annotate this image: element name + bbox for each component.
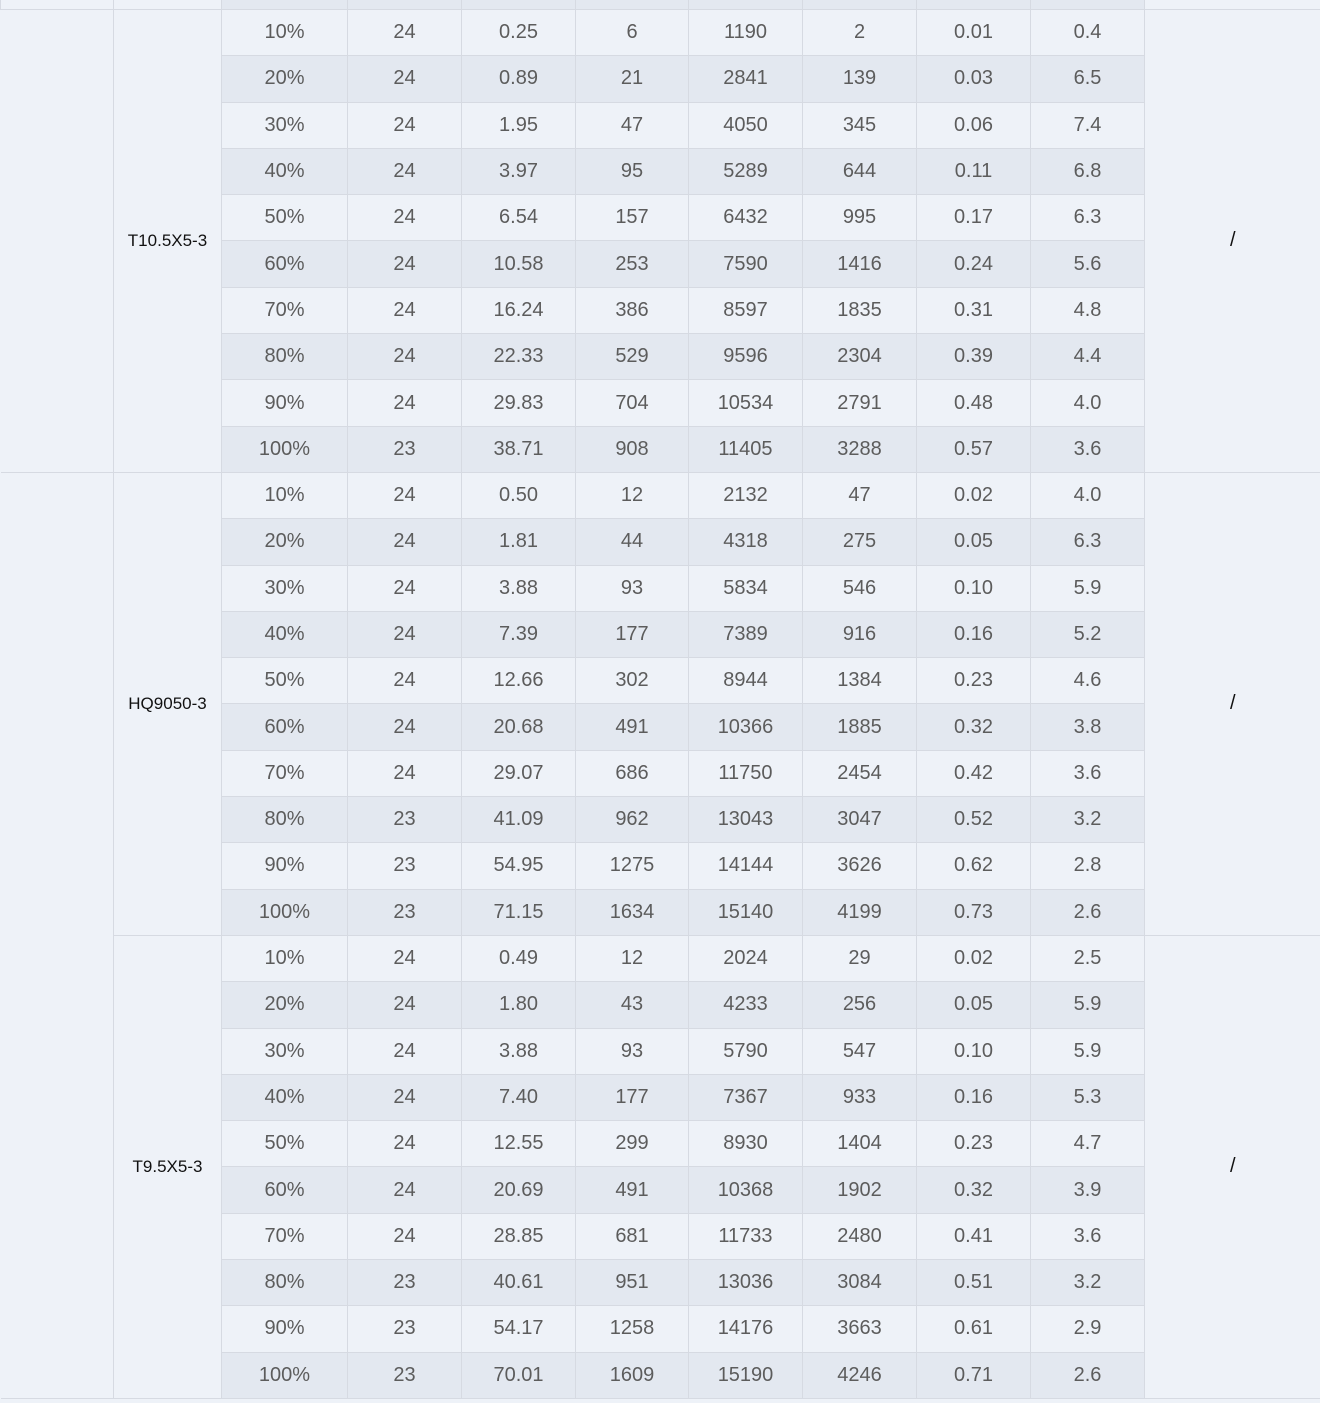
data-cell: 0.62 [917,843,1031,889]
data-cell: 24 [348,750,462,796]
data-cell: 1404 [803,1121,917,1167]
data-cell: 3663 [803,1306,917,1352]
data-cell: 4.0 [1031,472,1145,518]
data-cell: 4.0 [1031,380,1145,426]
header-cell [462,0,576,10]
data-cell: 5.9 [1031,1028,1145,1074]
data-cell: 4.4 [1031,334,1145,380]
data-cell: 0.10 [917,565,1031,611]
header-cell [348,0,462,10]
data-cell: 644 [803,148,917,194]
data-cell: 6.8 [1031,148,1145,194]
data-cell: 0.23 [917,658,1031,704]
data-cell: 5.2 [1031,611,1145,657]
data-cell: 4233 [689,982,803,1028]
data-cell: 6.5 [1031,56,1145,102]
data-cell: 23 [348,1352,462,1398]
data-cell: 20.68 [462,704,576,750]
data-cell: 5.3 [1031,1074,1145,1120]
data-cell: 23 [348,843,462,889]
data-cell: 1609 [576,1352,689,1398]
data-cell: 0.57 [917,426,1031,472]
data-cell: 491 [576,704,689,750]
data-cell: 6 [576,10,689,56]
data-cell: 29 [803,935,917,981]
data-cell: 2454 [803,750,917,796]
data-cell: 0.49 [462,935,576,981]
data-cell: 47 [576,102,689,148]
data-cell: 1275 [576,843,689,889]
data-cell: 54.17 [462,1306,576,1352]
data-cell: 3.6 [1031,1213,1145,1259]
data-cell: 0.01 [917,10,1031,56]
data-cell: 23 [348,889,462,935]
data-cell: 24 [348,704,462,750]
data-cell: 54.95 [462,843,576,889]
data-cell: 256 [803,982,917,1028]
data-cell: 13036 [689,1260,803,1306]
data-cell: 2.8 [1031,843,1145,889]
data-cell: 44 [576,519,689,565]
data-cell: 10368 [689,1167,803,1213]
data-cell: 0.06 [917,102,1031,148]
data-cell: 0.02 [917,472,1031,518]
blank-cell [1,472,114,1398]
data-cell: 60% [222,241,348,287]
data-cell: 2.9 [1031,1306,1145,1352]
data-cell: 14176 [689,1306,803,1352]
data-cell: 70% [222,750,348,796]
data-cell: 7.4 [1031,102,1145,148]
data-cell: 24 [348,519,462,565]
model-cell: T9.5X5-3 [114,935,222,1398]
data-cell: 24 [348,148,462,194]
data-cell: 491 [576,1167,689,1213]
data-cell: 5289 [689,148,803,194]
data-cell: 7367 [689,1074,803,1120]
data-cell: 80% [222,1260,348,1306]
data-cell: 23 [348,426,462,472]
data-cell: 933 [803,1074,917,1120]
data-cell: 345 [803,102,917,148]
data-cell: 21 [576,56,689,102]
header-cell [576,0,689,10]
data-cell: 1.81 [462,519,576,565]
data-cell: 93 [576,1028,689,1074]
data-cell: 24 [348,611,462,657]
data-cell: 1258 [576,1306,689,1352]
data-cell: 916 [803,611,917,657]
header-cell [803,0,917,10]
data-cell: 24 [348,658,462,704]
data-cell: 681 [576,1213,689,1259]
data-cell: 0.16 [917,1074,1031,1120]
data-cell: 1.95 [462,102,576,148]
data-cell: 50% [222,1121,348,1167]
data-cell: 24 [348,1121,462,1167]
data-cell: 30% [222,1028,348,1074]
data-cell: 2304 [803,334,917,380]
data-cell: 6.3 [1031,519,1145,565]
data-cell: 24 [348,56,462,102]
data-cell: 0.51 [917,1260,1031,1306]
data-cell: 100% [222,889,348,935]
data-cell: 908 [576,426,689,472]
header-cell [1,0,114,10]
data-cell: 995 [803,195,917,241]
data-cell: 3.88 [462,565,576,611]
data-cell: 9596 [689,334,803,380]
data-cell: 24 [348,380,462,426]
data-cell: 0.42 [917,750,1031,796]
data-cell: 0.32 [917,1167,1031,1213]
data-cell: 22.33 [462,334,576,380]
data-cell: 24 [348,334,462,380]
data-cell: 4050 [689,102,803,148]
data-cell: 2791 [803,380,917,426]
data-cell: 0.73 [917,889,1031,935]
data-cell: 5790 [689,1028,803,1074]
data-cell: 5.9 [1031,982,1145,1028]
note-cell: / [1145,472,1320,935]
data-cell: 0.61 [917,1306,1031,1352]
header-cell [917,0,1031,10]
data-cell: 90% [222,843,348,889]
data-cell: 0.05 [917,519,1031,565]
data-cell: 299 [576,1121,689,1167]
data-cell: 177 [576,1074,689,1120]
table-row [1,935,1320,981]
data-cell: 2 [803,10,917,56]
data-cell: 157 [576,195,689,241]
data-cell: 14144 [689,843,803,889]
data-cell: 10% [222,472,348,518]
note-cell: / [1145,10,1320,473]
data-cell: 546 [803,565,917,611]
data-cell: 70% [222,1213,348,1259]
data-cell: 80% [222,797,348,843]
data-cell: 0.41 [917,1213,1031,1259]
data-cell: 43 [576,982,689,1028]
data-cell: 4246 [803,1352,917,1398]
data-cell: 0.32 [917,704,1031,750]
model-cell: HQ9050-3 [114,472,222,935]
data-cell: 95 [576,148,689,194]
data-cell: 24 [348,1213,462,1259]
data-cell: 23 [348,1260,462,1306]
data-cell: 4318 [689,519,803,565]
data-cell: 71.15 [462,889,576,935]
data-cell: 5834 [689,565,803,611]
data-cell: 24 [348,287,462,333]
data-cell: 10366 [689,704,803,750]
data-cell: 0.11 [917,148,1031,194]
data-cell: 29.83 [462,380,576,426]
data-cell: 962 [576,797,689,843]
data-cell: 10534 [689,380,803,426]
data-cell: 547 [803,1028,917,1074]
data-cell: 24 [348,1167,462,1213]
data-cell: 41.09 [462,797,576,843]
data-cell: 11750 [689,750,803,796]
data-cell: 302 [576,658,689,704]
data-cell: 4.8 [1031,287,1145,333]
data-cell: 0.71 [917,1352,1031,1398]
data-cell: 40% [222,148,348,194]
data-cell: 80% [222,334,348,380]
data-cell: 40% [222,611,348,657]
data-cell: 3.6 [1031,426,1145,472]
data-cell: 7.40 [462,1074,576,1120]
data-cell: 24 [348,195,462,241]
data-cell: 24 [348,982,462,1028]
data-cell: 28.85 [462,1213,576,1259]
data-cell: 60% [222,704,348,750]
data-cell: 0.03 [917,56,1031,102]
data-cell: 12 [576,935,689,981]
data-cell: 11733 [689,1213,803,1259]
data-cell: 50% [222,195,348,241]
data-cell: 5.9 [1031,565,1145,611]
table-row [1,472,1320,518]
data-cell: 0.23 [917,1121,1031,1167]
data-cell: 93 [576,565,689,611]
data-cell: 40.61 [462,1260,576,1306]
note-cell: / [1145,935,1320,1398]
data-cell: 24 [348,1074,462,1120]
data-cell: 11405 [689,426,803,472]
data-cell: 1835 [803,287,917,333]
data-cell: 0.48 [917,380,1031,426]
data-cell: 13043 [689,797,803,843]
header-cell [1145,0,1320,10]
blank-cell [1,10,114,473]
data-cell: 15190 [689,1352,803,1398]
data-cell: 3.8 [1031,704,1145,750]
data-cell: 70.01 [462,1352,576,1398]
data-cell: 0.25 [462,10,576,56]
data-cell: 1634 [576,889,689,935]
data-cell: 20% [222,982,348,1028]
data-cell: 10.58 [462,241,576,287]
data-cell: 2.6 [1031,1352,1145,1398]
data-cell: 253 [576,241,689,287]
data-cell: 3.2 [1031,1260,1145,1306]
data-cell: 38.71 [462,426,576,472]
data-cell: 24 [348,935,462,981]
data-cell: 10% [222,935,348,981]
data-cell: 24 [348,1028,462,1074]
data-cell: 1885 [803,704,917,750]
data-cell: 2841 [689,56,803,102]
data-cell: 0.24 [917,241,1031,287]
data-cell: 20% [222,56,348,102]
data-cell: 1902 [803,1167,917,1213]
table-row [1,10,1320,56]
data-cell: 23 [348,797,462,843]
data-cell: 2.5 [1031,935,1145,981]
data-cell: 30% [222,102,348,148]
data-cell: 12.55 [462,1121,576,1167]
header-cell [114,0,222,10]
data-cell: 2024 [689,935,803,981]
data-cell: 20% [222,519,348,565]
data-cell: 2480 [803,1213,917,1259]
data-cell: 0.05 [917,982,1031,1028]
data-cell: 177 [576,611,689,657]
data-cell: 2132 [689,472,803,518]
data-cell: 4.6 [1031,658,1145,704]
data-cell: 275 [803,519,917,565]
data-cell: 24 [348,102,462,148]
data-cell: 0.10 [917,1028,1031,1074]
data-cell: 3.97 [462,148,576,194]
data-cell: 10% [222,10,348,56]
data-cell: 24 [348,241,462,287]
data-cell: 4199 [803,889,917,935]
header-cell [689,0,803,10]
data-cell: 3.88 [462,1028,576,1074]
data-cell: 16.24 [462,287,576,333]
data-cell: 47 [803,472,917,518]
data-cell: 1384 [803,658,917,704]
data-cell: 8930 [689,1121,803,1167]
data-cell: 29.07 [462,750,576,796]
data-cell: 24 [348,10,462,56]
data-cell: 3.6 [1031,750,1145,796]
data-cell: 0.31 [917,287,1031,333]
data-cell: 12.66 [462,658,576,704]
data-cell: 1190 [689,10,803,56]
data-cell: 0.17 [917,195,1031,241]
data-cell: 3.9 [1031,1167,1145,1213]
data-cell: 23 [348,1306,462,1352]
data-cell: 704 [576,380,689,426]
data-cell: 4.7 [1031,1121,1145,1167]
data-cell: 30% [222,565,348,611]
data-cell: 0.4 [1031,10,1145,56]
header-cell [222,0,348,10]
data-cell: 951 [576,1260,689,1306]
data-cell: 5.6 [1031,241,1145,287]
data-cell: 529 [576,334,689,380]
data-cell: 100% [222,1352,348,1398]
data-cell: 100% [222,426,348,472]
data-cell: 386 [576,287,689,333]
data-cell: 686 [576,750,689,796]
data-cell: 0.89 [462,56,576,102]
data-cell: 8597 [689,287,803,333]
data-cell: 0.16 [917,611,1031,657]
data-cell: 3626 [803,843,917,889]
data-cell: 3.2 [1031,797,1145,843]
data-cell: 1.80 [462,982,576,1028]
header-row-stub [1,0,1320,10]
data-cell: 3047 [803,797,917,843]
data-cell: 6.54 [462,195,576,241]
data-cell: 15140 [689,889,803,935]
data-cell: 7389 [689,611,803,657]
data-cell: 12 [576,472,689,518]
data-cell: 6.3 [1031,195,1145,241]
data-cell: 24 [348,565,462,611]
data-cell: 0.52 [917,797,1031,843]
data-cell: 0.39 [917,334,1031,380]
header-cell [1031,0,1145,10]
data-cell: 2.6 [1031,889,1145,935]
data-cell: 1416 [803,241,917,287]
data-cell: 8944 [689,658,803,704]
data-cell: 70% [222,287,348,333]
data-cell: 90% [222,1306,348,1352]
data-cell: 7.39 [462,611,576,657]
data-cell: 60% [222,1167,348,1213]
data-cell: 139 [803,56,917,102]
data-cell: 3084 [803,1260,917,1306]
data-cell: 40% [222,1074,348,1120]
data-cell: 7590 [689,241,803,287]
model-cell: T10.5X5-3 [114,10,222,473]
data-cell: 20.69 [462,1167,576,1213]
data-cell: 90% [222,380,348,426]
data-cell: 24 [348,472,462,518]
data-cell: 0.02 [917,935,1031,981]
data-cell: 50% [222,658,348,704]
data-cell: 0.50 [462,472,576,518]
data-cell: 6432 [689,195,803,241]
data-cell: 3288 [803,426,917,472]
